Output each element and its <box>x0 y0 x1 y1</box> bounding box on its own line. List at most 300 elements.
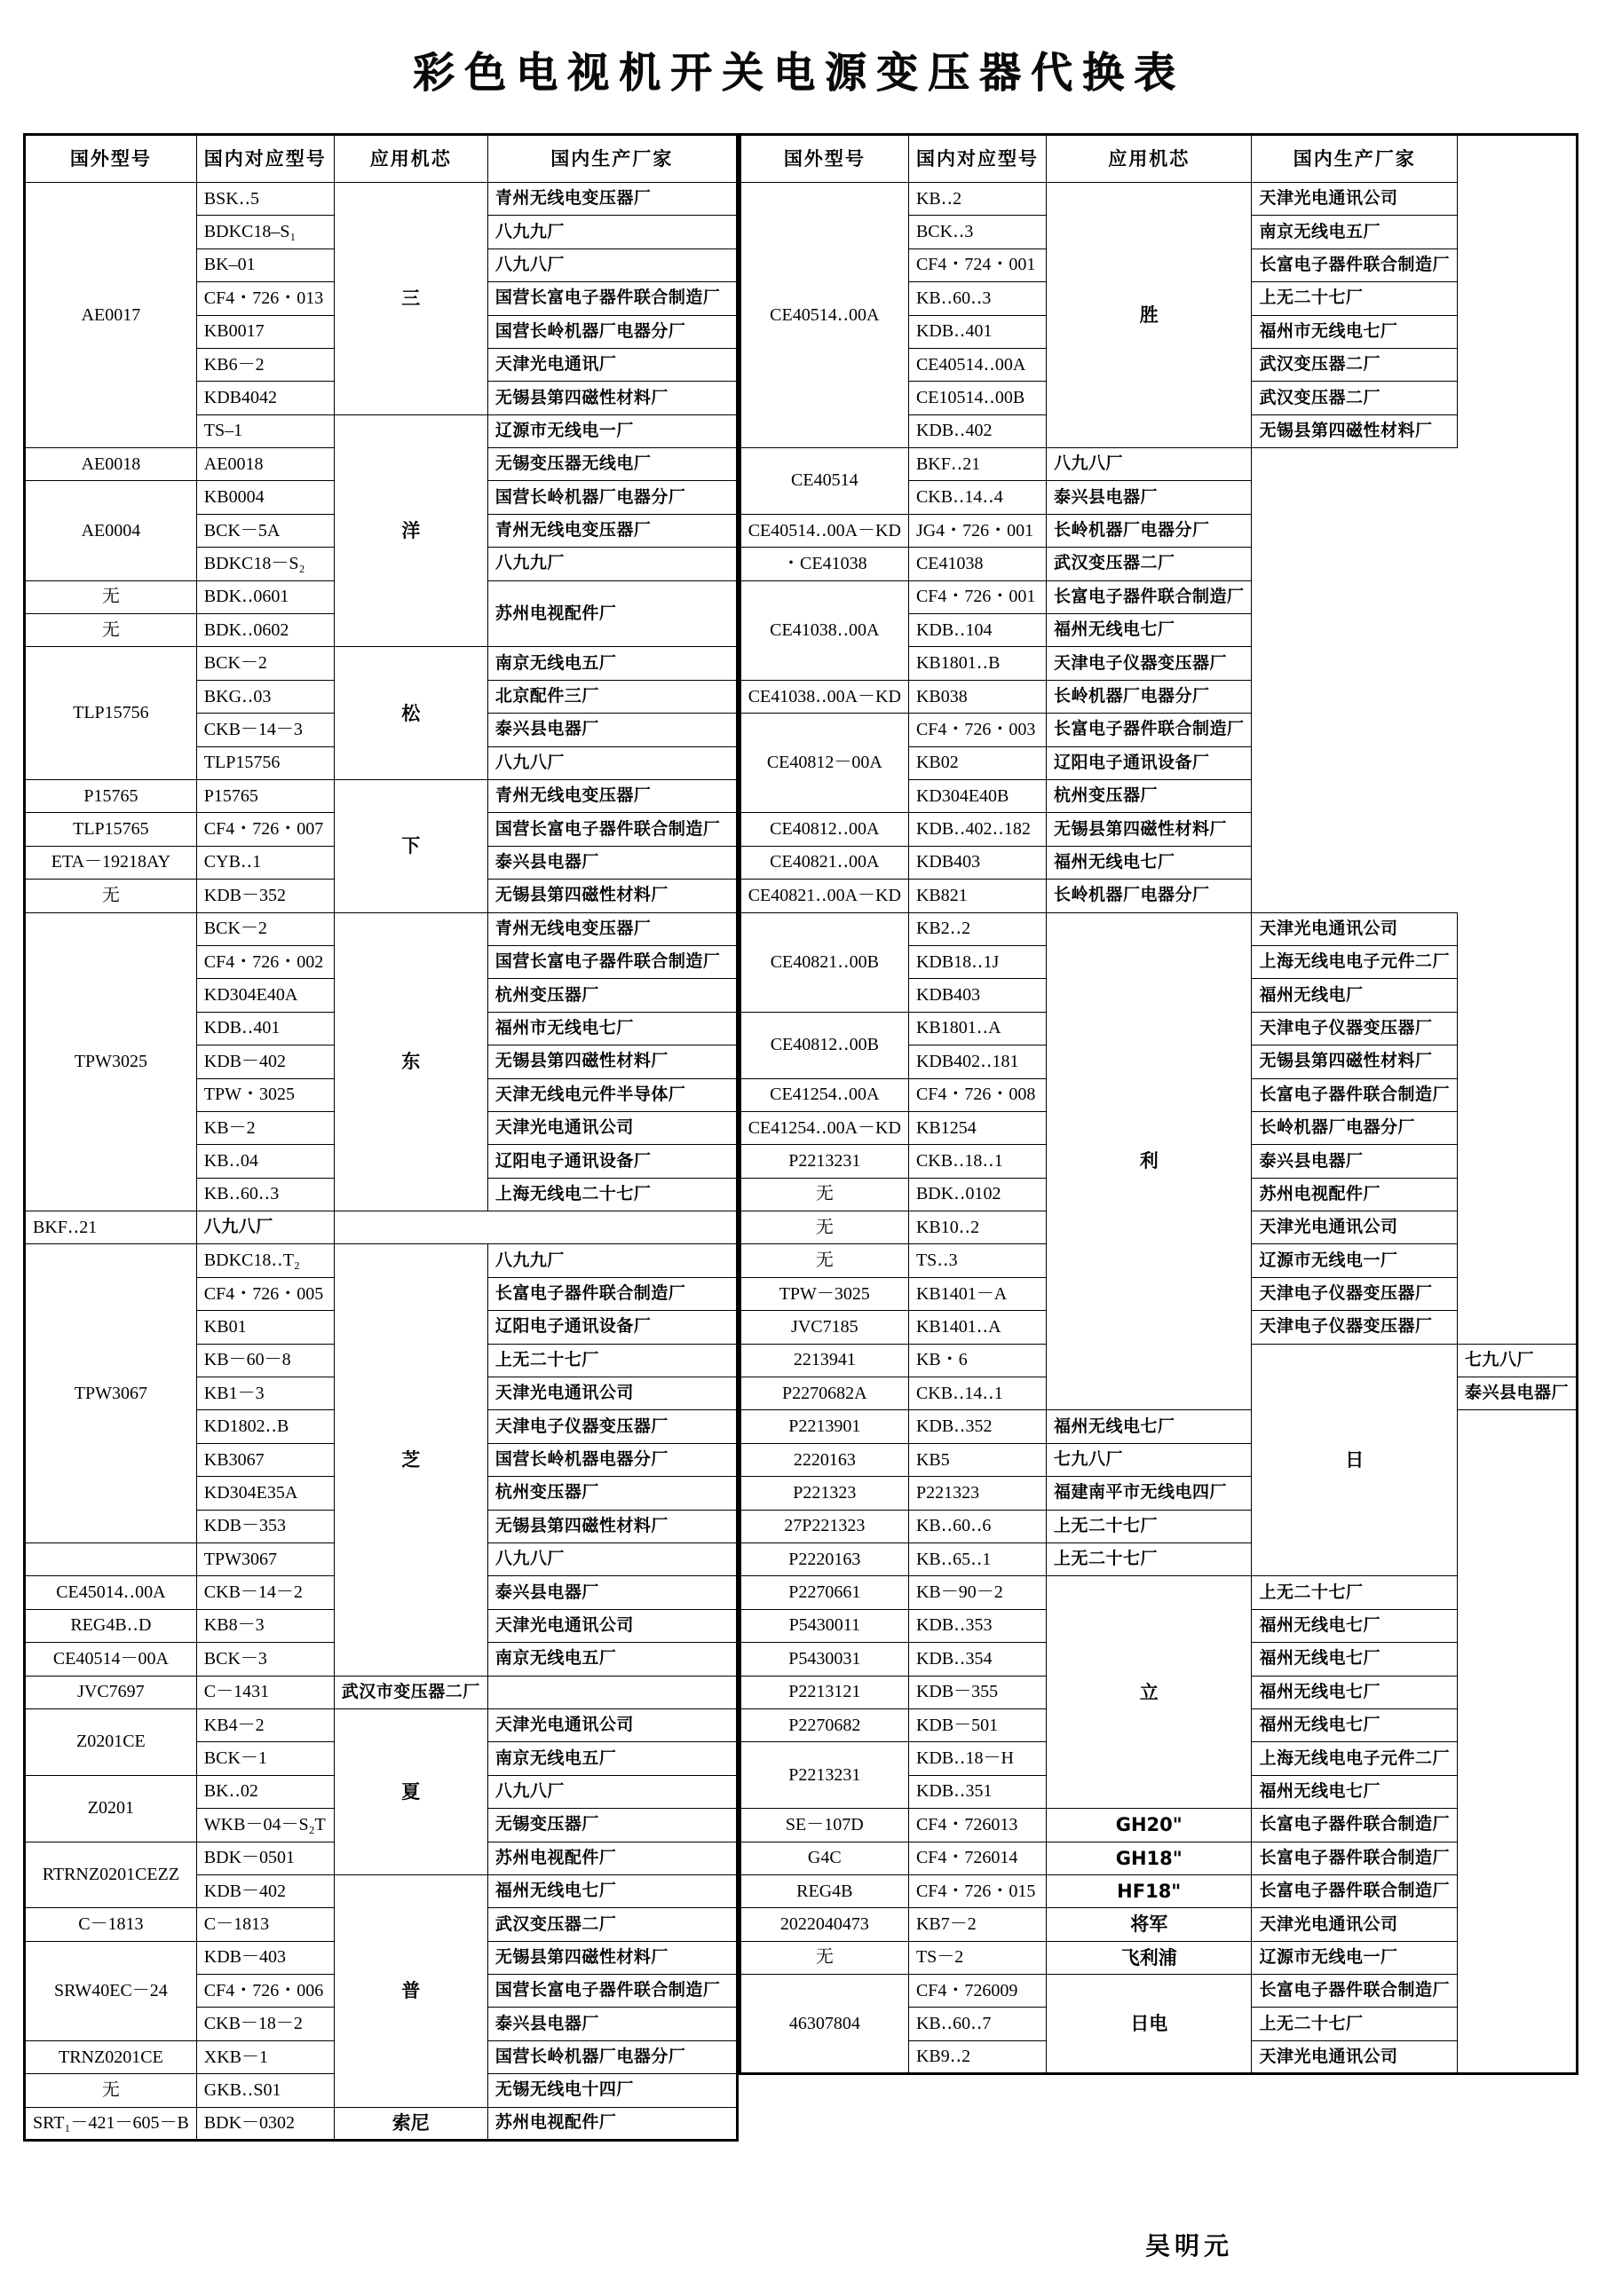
right-manufacturer: 上无二十七厂 <box>1252 2008 1458 2040</box>
page-title: 彩色电视机开关电源变压器代换表 <box>413 49 1185 99</box>
left-domestic-model: CF4・726・006 <box>196 1975 334 2008</box>
right-foreign-model: CE40514‥00A <box>740 182 908 447</box>
right-domestic-model: KDB‥401 <box>908 315 1046 348</box>
right-domestic-model: KDB‥402‥182 <box>908 813 1046 846</box>
right-chassis: 飞利浦 <box>1046 1941 1252 1974</box>
left-domestic-model: XKB－1 <box>196 2040 334 2073</box>
col-header-foreign-model: 国外型号 <box>25 134 197 182</box>
left-domestic-model: TPW3067 <box>196 1543 334 1575</box>
right-manufacturer: 上无二十七厂 <box>1046 1543 1252 1575</box>
right-manufacturer: 无锡县第四磁性材料厂 <box>1046 813 1252 846</box>
right-foreign-model: P2213231 <box>740 1742 908 1809</box>
left-domestic-model: BCK－5A <box>196 514 334 547</box>
right-domestic-model: BDK‥0102 <box>908 1178 1046 1211</box>
right-manufacturer: 长富电子器件联合制造厂 <box>1252 1874 1458 1907</box>
right-foreign-model: 46307804 <box>740 1975 908 2074</box>
right-manufacturer: 长富电子器件联合制造厂 <box>1252 1809 1458 1842</box>
left-manufacturer: 苏州电视配件厂 <box>487 580 737 647</box>
left-foreign-model: CE40514－00A <box>25 1643 197 1676</box>
right-manufacturer: 七九八厂 <box>1046 1443 1252 1476</box>
left-manufacturer: 泰兴县电器厂 <box>487 846 737 879</box>
right-manufacturer: 天津电子仪器变压器厂 <box>1046 647 1252 680</box>
right-domestic-model: KB・6 <box>908 1344 1046 1377</box>
left-domestic-model: BKG‥03 <box>196 680 334 713</box>
right-manufacturer: 福州无线电七厂 <box>1252 1708 1458 1741</box>
right-domestic-model: CKB‥14‥4 <box>908 481 1046 514</box>
left-manufacturer: 八九八厂 <box>487 1775 737 1808</box>
left-chassis: 索尼 <box>334 2107 487 2140</box>
right-domestic-model: KB1401－A <box>908 1277 1046 1310</box>
left-domestic-model: BCK－2 <box>196 647 334 680</box>
right-domestic-model: KDB402‥181 <box>908 1045 1046 1078</box>
right-domestic-model: KDB‥402 <box>908 414 1046 447</box>
right-manufacturer: 天津光电通讯公司 <box>1252 1211 1458 1244</box>
left-domestic-model: BSK‥5 <box>196 182 334 215</box>
right-chassis: 利 <box>1046 912 1252 1410</box>
left-table-body <box>25 182 738 2140</box>
author-signature: 吴明元 <box>1145 2231 1234 2261</box>
right-foreign-model: SE－107D <box>740 1809 908 1842</box>
left-manufacturer: 八九八厂 <box>487 249 737 281</box>
left-manufacturer: 八九八厂 <box>487 1543 737 1575</box>
left-domestic-model: KD1802‥B <box>196 1410 334 1443</box>
right-chassis: HF18" <box>1046 1874 1252 1907</box>
right-manufacturer: 福州无线电七厂 <box>1046 614 1252 647</box>
left-manufacturer: 泰兴县电器厂 <box>487 1576 737 1609</box>
left-foreign-model: TRNZ0201CE <box>25 2040 197 2073</box>
right-manufacturer: 辽源市无线电一厂 <box>1252 1244 1458 1277</box>
right-manufacturer: 天津电子仪器变压器厂 <box>1252 1277 1458 1310</box>
col-header-domestic-model: 国内对应型号 <box>196 134 334 182</box>
right-domestic-model: KB1401‥A <box>908 1311 1046 1344</box>
right-manufacturer: 长富电子器件联合制造厂 <box>1252 1842 1458 1874</box>
right-manufacturer: 泰兴县电器厂 <box>1252 1145 1458 1178</box>
right-domestic-model: KDB‥18－H <box>908 1742 1046 1775</box>
right-domestic-model: CF4・726・015 <box>908 1874 1046 1907</box>
left-chassis: 芝 <box>334 1244 487 1676</box>
right-foreign-model: CE41038‥00A－KD <box>740 680 908 713</box>
left-domestic-model: KB‥04 <box>196 1145 334 1178</box>
right-domestic-model: CF4・726009 <box>908 1975 1046 2008</box>
left-domestic-model: GKB‥S01 <box>196 2074 334 2107</box>
header-row <box>740 134 1577 182</box>
left-domestic-model: C－1431 <box>196 1676 334 1708</box>
right-manufacturer: 上海无线电电子元件二厂 <box>1252 1742 1458 1775</box>
table-row <box>740 1809 1577 1842</box>
left-foreign-model: Z0201 <box>25 1775 197 1842</box>
header-row <box>25 134 738 182</box>
table-row <box>25 1211 738 1244</box>
left-manufacturer: 福州无线电七厂 <box>487 1874 737 1907</box>
left-domestic-model: CKB－14－2 <box>196 1576 334 1609</box>
left-domestic-model: KB6－2 <box>196 348 334 381</box>
right-manufacturer: 长岭机器厂电器分厂 <box>1252 1111 1458 1144</box>
right-domestic-model: KB1801‥A <box>908 1012 1046 1045</box>
right-domestic-model: CF4・726・001 <box>908 580 1046 613</box>
right-foreign-model: P2213231 <box>740 1145 908 1178</box>
right-domestic-model: KB038 <box>908 680 1046 713</box>
left-manufacturer: 国营长富电子器件联合制造厂 <box>487 282 737 315</box>
left-foreign-model: AE0017 <box>25 182 197 447</box>
right-domestic-model: KB5 <box>908 1443 1046 1476</box>
right-substitution-table <box>739 133 1578 2075</box>
left-manufacturer: 国营长岭机器厂电器分厂 <box>487 481 737 514</box>
left-domestic-model: KB－2 <box>196 1111 334 1144</box>
left-domestic-model: KDB－403 <box>196 1941 334 1974</box>
right-domestic-model: KB2‥2 <box>908 912 1046 945</box>
left-domestic-model: TS–1 <box>196 414 334 447</box>
right-foreign-model: CE40514 <box>740 448 908 515</box>
left-domestic-model: KB0004 <box>196 481 334 514</box>
left-foreign-model: TPW3025 <box>25 912 197 1211</box>
left-foreign-model: 无 <box>25 580 197 613</box>
left-foreign-model: Z0201CE <box>25 1708 197 1775</box>
left-manufacturer: 青州无线电变压器厂 <box>487 780 737 813</box>
left-foreign-model: ETA－19218AY <box>25 846 197 879</box>
right-foreign-model: 27P221323 <box>740 1510 908 1543</box>
right-manufacturer: 长岭机器厂电器分厂 <box>1046 680 1252 713</box>
left-chassis: 三 <box>334 182 487 414</box>
right-domestic-model: JG4・726・001 <box>908 514 1046 547</box>
left-manufacturer: 辽阳电子通讯设备厂 <box>487 1311 737 1344</box>
table-row <box>740 580 1577 613</box>
col-header-manufacturer: 国内生产厂家 <box>487 134 737 182</box>
right-domestic-model: CKB‥14‥1 <box>908 1377 1046 1410</box>
col-header-manufacturer: 国内生产厂家 <box>1252 134 1458 182</box>
right-chassis: 胜 <box>1046 182 1252 447</box>
left-domestic-model: CF4・726・013 <box>196 282 334 315</box>
left-manufacturer: 无锡县第四磁性材料厂 <box>487 1510 737 1543</box>
left-manufacturer: 八九八厂 <box>196 1211 334 1244</box>
left-domestic-model: C－1813 <box>196 1908 334 1941</box>
left-chassis: 东 <box>334 912 487 1211</box>
right-manufacturer: 无锡县第四磁性材料厂 <box>1252 1045 1458 1078</box>
left-domestic-model: KB0017 <box>196 315 334 348</box>
left-domestic-model: BDK‥0602 <box>196 614 334 647</box>
right-domestic-model: KD304E40B <box>908 780 1046 813</box>
left-manufacturer: 福州市无线电七厂 <box>487 1012 737 1045</box>
right-foreign-model: CE40812－00A <box>740 714 908 813</box>
right-chassis: GH18" <box>1046 1842 1252 1874</box>
right-domestic-model: TS－2 <box>908 1941 1046 1974</box>
left-substitution-table <box>23 133 739 2142</box>
right-domestic-model: CE10514‥00B <box>908 382 1046 414</box>
left-domestic-model: BDK‥0601 <box>196 580 334 613</box>
right-domestic-model: BCK‥3 <box>908 216 1046 249</box>
left-foreign-model: JVC7697 <box>25 1676 197 1708</box>
left-domestic-model: BDK－0501 <box>196 1842 334 1874</box>
left-manufacturer: 泰兴县电器厂 <box>487 714 737 746</box>
left-manufacturer: 南京无线电五厂 <box>487 1643 737 1676</box>
left-domestic-model: WKB－04－S₂T <box>196 1809 334 1842</box>
right-domestic-model: KB‥2 <box>908 182 1046 215</box>
left-manufacturer: 杭州变压器厂 <box>487 979 737 1012</box>
right-foreign-model: 无 <box>740 1178 908 1211</box>
right-domestic-model: KDB－355 <box>908 1676 1046 1708</box>
right-domestic-model: KDB‥104 <box>908 614 1046 647</box>
left-domestic-model: KDB－352 <box>196 880 334 912</box>
left-foreign-model: AE0004 <box>25 481 197 580</box>
right-manufacturer: 天津光电通讯公司 <box>1252 1908 1458 1941</box>
right-manufacturer: 长富电子器件联合制造厂 <box>1252 1975 1458 2008</box>
left-manufacturer: 无锡县第四磁性材料厂 <box>487 382 737 414</box>
table-row <box>25 1244 738 1277</box>
left-manufacturer: 国营长富电子器件联合制造厂 <box>487 813 737 846</box>
left-manufacturer: 长富电子器件联合制造厂 <box>487 1277 737 1310</box>
left-domestic-model: CKB－18－2 <box>196 2008 334 2040</box>
right-foreign-model: CE41254‥00A－KD <box>740 1111 908 1144</box>
left-chassis: 普 <box>334 1874 487 2107</box>
right-domestic-model: CF4・726014 <box>908 1842 1046 1874</box>
left-chassis: 下 <box>334 780 487 913</box>
right-manufacturer: 泰兴县电器厂 <box>1046 481 1252 514</box>
left-foreign-model: P15765 <box>25 780 197 813</box>
left-domestic-model: TLP15756 <box>196 746 334 779</box>
left-manufacturer: 天津光电通讯公司 <box>487 1708 737 1741</box>
right-manufacturer: 福州市无线电七厂 <box>1252 315 1458 348</box>
left-manufacturer: 辽阳电子通讯设备厂 <box>487 1145 737 1178</box>
table-row <box>740 514 1577 547</box>
right-manufacturer: 福州无线电七厂 <box>1252 1775 1458 1808</box>
right-domestic-model: CKB‥18‥1 <box>908 1145 1046 1178</box>
right-domestic-model: TS‥3 <box>908 1244 1046 1277</box>
right-foreign-model: P5430011 <box>740 1609 908 1642</box>
right-manufacturer: 上无二十七厂 <box>1046 1510 1252 1543</box>
right-manufacturer: 南京无线电五厂 <box>1252 216 1458 249</box>
left-foreign-model: SRW40EC－24 <box>25 1941 197 2040</box>
tables-container <box>0 133 1598 2142</box>
right-domestic-model: KB9‥2 <box>908 2040 1046 2073</box>
right-manufacturer: 福州无线电七厂 <box>1046 846 1252 879</box>
right-foreign-model: CE41254‥00A <box>740 1078 908 1111</box>
left-domestic-model: AE0018 <box>196 448 334 481</box>
right-domestic-model: CE41038 <box>908 548 1046 580</box>
left-manufacturer: 无锡无线电十四厂 <box>487 2074 737 2107</box>
left-domestic-model: TPW・3025 <box>196 1078 334 1111</box>
left-domestic-model: BK‥02 <box>196 1775 334 1808</box>
left-domestic-model: CKB－14－3 <box>196 714 334 746</box>
right-foreign-model: P5430031 <box>740 1643 908 1676</box>
left-foreign-model <box>25 1543 197 1575</box>
right-manufacturer: 天津电子仪器变压器厂 <box>1252 1012 1458 1045</box>
table-row <box>740 1576 1577 1609</box>
left-manufacturer: 无锡变压器无线电厂 <box>487 448 737 481</box>
left-manufacturer: 武汉变压器二厂 <box>487 1908 737 1941</box>
right-domestic-model: KB‥60‥7 <box>908 2008 1046 2040</box>
left-table-head <box>25 134 738 182</box>
right-manufacturer: 泰兴县电器厂 <box>1457 1377 1577 1410</box>
right-domestic-model: KB821 <box>908 880 1046 912</box>
right-domestic-model: CE40514‥00A <box>908 348 1046 381</box>
left-manufacturer: 八九八厂 <box>487 746 737 779</box>
left-manufacturer: 无锡变压器厂 <box>487 1809 737 1842</box>
right-foreign-model: G4C <box>740 1842 908 1874</box>
left-manufacturer: 北京配件三厂 <box>487 680 737 713</box>
right-manufacturer: 苏州电视配件厂 <box>1252 1178 1458 1211</box>
table-row <box>740 182 1577 215</box>
left-domestic-model: KDB－353 <box>196 1510 334 1543</box>
right-manufacturer: 上无二十七厂 <box>1252 282 1458 315</box>
left-manufacturer: 八九九厂 <box>487 548 737 580</box>
left-manufacturer: 无锡县第四磁性材料厂 <box>487 1941 737 1974</box>
right-foreign-model: P2270661 <box>740 1576 908 1609</box>
table-row <box>25 1676 738 1708</box>
right-domestic-model: CF4・726・003 <box>908 714 1046 746</box>
right-domestic-model: P221323 <box>908 1477 1046 1510</box>
right-domestic-model: KDB403 <box>908 979 1046 1012</box>
left-foreign-model: TLP15765 <box>25 813 197 846</box>
table-row <box>740 1975 1577 2008</box>
right-foreign-model: CE40812‥00A <box>740 813 908 846</box>
left-manufacturer: 八九九厂 <box>487 1244 737 1277</box>
left-foreign-model: REG4B‥D <box>25 1609 197 1642</box>
right-foreign-model: CE40821‥00A－KD <box>740 880 908 912</box>
left-domestic-model: BDKC18‥T₂ <box>196 1244 334 1277</box>
left-foreign-model: 无 <box>25 2074 197 2107</box>
table-row <box>25 2107 738 2140</box>
left-manufacturer: 天津光电通讯公司 <box>487 1609 737 1642</box>
left-manufacturer: 辽源市无线电一厂 <box>487 414 737 447</box>
right-domestic-model: KB‥60‥3 <box>908 282 1046 315</box>
table-row <box>740 880 1577 912</box>
left-manufacturer: 青州无线电变压器厂 <box>487 514 737 547</box>
right-foreign-model: CE40821‥00A <box>740 846 908 879</box>
right-manufacturer: 杭州变压器厂 <box>1046 780 1252 813</box>
left-manufacturer: 青州无线电变压器厂 <box>487 912 737 945</box>
right-foreign-model: 无 <box>740 1244 908 1277</box>
left-manufacturer: 国营长岭机器厂电器分厂 <box>487 315 737 348</box>
right-foreign-model: JVC7185 <box>740 1311 908 1344</box>
left-manufacturer: 天津无线电元件半导体厂 <box>487 1078 737 1111</box>
left-domestic-model: P15765 <box>196 780 334 813</box>
right-manufacturer: 无锡县第四磁性材料厂 <box>1252 414 1458 447</box>
table-row <box>25 912 738 945</box>
left-foreign-model: RTRNZ0201CEZZ <box>25 1842 197 1908</box>
right-foreign-model: 2213941 <box>740 1344 908 1377</box>
table-row <box>740 1874 1577 1907</box>
col-header-chassis: 应用机芯 <box>334 134 487 182</box>
right-domestic-model: BKF‥21 <box>908 448 1046 481</box>
left-manufacturer: 武汉市变压器二厂 <box>334 1676 487 1708</box>
right-manufacturer: 武汉变压器二厂 <box>1252 348 1458 381</box>
left-foreign-model: SRT₁－421－605－B <box>25 2107 197 2140</box>
left-manufacturer: 天津光电通讯厂 <box>487 348 737 381</box>
left-domestic-model: KB4－2 <box>196 1708 334 1741</box>
right-table-body <box>740 182 1577 2073</box>
col-header-chassis: 应用机芯 <box>1046 134 1252 182</box>
table-row <box>25 780 738 813</box>
left-manufacturer: 南京无线电五厂 <box>487 1742 737 1775</box>
table-row <box>740 548 1577 580</box>
left-manufacturer: 苏州电视配件厂 <box>487 2107 737 2140</box>
left-manufacturer: 上海无线电二十七厂 <box>487 1178 737 1211</box>
right-foreign-model: CE40514‥00A－KD <box>740 514 908 547</box>
table-row <box>25 1708 738 1741</box>
left-domestic-model: BDKC18－S₂ <box>196 548 334 580</box>
left-domestic-model: BCK－3 <box>196 1643 334 1676</box>
right-domestic-model: KB10‥2 <box>908 1211 1046 1244</box>
left-chassis: 夏 <box>334 1708 487 1874</box>
left-foreign-model: TPW3067 <box>25 1244 197 1543</box>
right-domestic-model: KDB‥354 <box>908 1643 1046 1676</box>
table-row <box>740 680 1577 713</box>
right-domestic-model: KB7－2 <box>908 1908 1046 1941</box>
right-domestic-model: KDB－501 <box>908 1708 1046 1741</box>
right-manufacturer: 福州无线电七厂 <box>1252 1609 1458 1642</box>
right-foreign-model: P2213121 <box>740 1676 908 1708</box>
left-foreign-model: CE45014‥00A <box>25 1576 197 1609</box>
left-domestic-model: CYB‥1 <box>196 846 334 879</box>
right-foreign-model: CE41038‥00A <box>740 580 908 680</box>
table-row <box>740 1941 1577 1974</box>
left-foreign-model: TLP15756 <box>25 647 197 780</box>
right-manufacturer: 长富电子器件联合制造厂 <box>1046 714 1252 746</box>
right-table-head <box>740 134 1577 182</box>
right-foreign-model: CE40821‥00B <box>740 912 908 1012</box>
left-domestic-model: KDB－402 <box>196 1045 334 1078</box>
right-domestic-model: KB1254 <box>908 1111 1046 1144</box>
right-manufacturer: 福州无线电厂 <box>1252 979 1458 1012</box>
right-manufacturer: 天津光电通讯公司 <box>1252 2040 1458 2073</box>
left-manufacturer: 八九九厂 <box>487 216 737 249</box>
table-row <box>740 448 1577 481</box>
left-chassis: 松 <box>334 647 487 780</box>
left-manufacturer: 泰兴县电器厂 <box>487 2008 737 2040</box>
right-foreign-model: P2270682 <box>740 1708 908 1741</box>
left-manufacturer: 杭州变压器厂 <box>487 1477 737 1510</box>
left-manufacturer: 国营长岭机器电器分厂 <box>487 1443 737 1476</box>
right-domestic-model: CF4・724・001 <box>908 249 1046 281</box>
right-foreign-model: 无 <box>740 1211 908 1244</box>
left-domestic-model: KB3067 <box>196 1443 334 1476</box>
right-domestic-model: KB1801‥B <box>908 647 1046 680</box>
right-foreign-model: P221323 <box>740 1477 908 1510</box>
right-manufacturer: 八九八厂 <box>1046 448 1252 481</box>
left-domestic-model: KD304E35A <box>196 1477 334 1510</box>
right-manufacturer: 七九八厂 <box>1457 1344 1577 1377</box>
left-manufacturer: 天津光电通讯公司 <box>487 1111 737 1144</box>
right-chassis: 将军 <box>1046 1908 1252 1941</box>
left-domestic-model: BDK－0302 <box>196 2107 334 2140</box>
right-foreign-model: TPW－3025 <box>740 1277 908 1310</box>
left-chassis: 洋 <box>334 414 487 647</box>
right-foreign-model: P2220163 <box>740 1543 908 1575</box>
right-chassis: 日电 <box>1046 1975 1252 2074</box>
left-domestic-model: CF4・726・002 <box>196 945 334 978</box>
right-foreign-model: REG4B <box>740 1874 908 1907</box>
right-domestic-model: KDB‥352 <box>908 1410 1046 1443</box>
right-manufacturer: 天津电子仪器变压器厂 <box>1252 1311 1458 1344</box>
table-row <box>740 1842 1577 1874</box>
left-domestic-model: BK–01 <box>196 249 334 281</box>
left-manufacturer: 国营长富电子器件联合制造厂 <box>487 945 737 978</box>
left-foreign-model: AE0018 <box>25 448 197 481</box>
right-manufacturer: 武汉变压器二厂 <box>1046 548 1252 580</box>
right-manufacturer: 长富电子器件联合制造厂 <box>1252 249 1458 281</box>
right-domestic-model: KDB‥353 <box>908 1609 1046 1642</box>
col-header-foreign-model: 国外型号 <box>740 134 908 182</box>
right-domestic-model: CF4・726013 <box>908 1809 1046 1842</box>
right-foreign-model: ・CE41038 <box>740 548 908 580</box>
right-chassis: GH20" <box>1046 1809 1252 1842</box>
table-row <box>740 714 1577 746</box>
left-manufacturer: 苏州电视配件厂 <box>487 1842 737 1874</box>
left-domestic-model: KB－60－8 <box>196 1344 334 1377</box>
right-manufacturer: 长富电子器件联合制造厂 <box>1046 580 1252 613</box>
right-domestic-model: KB－90－2 <box>908 1576 1046 1609</box>
left-manufacturer: 无锡县第四磁性材料厂 <box>487 880 737 912</box>
left-domestic-model: KDB‥401 <box>196 1012 334 1045</box>
